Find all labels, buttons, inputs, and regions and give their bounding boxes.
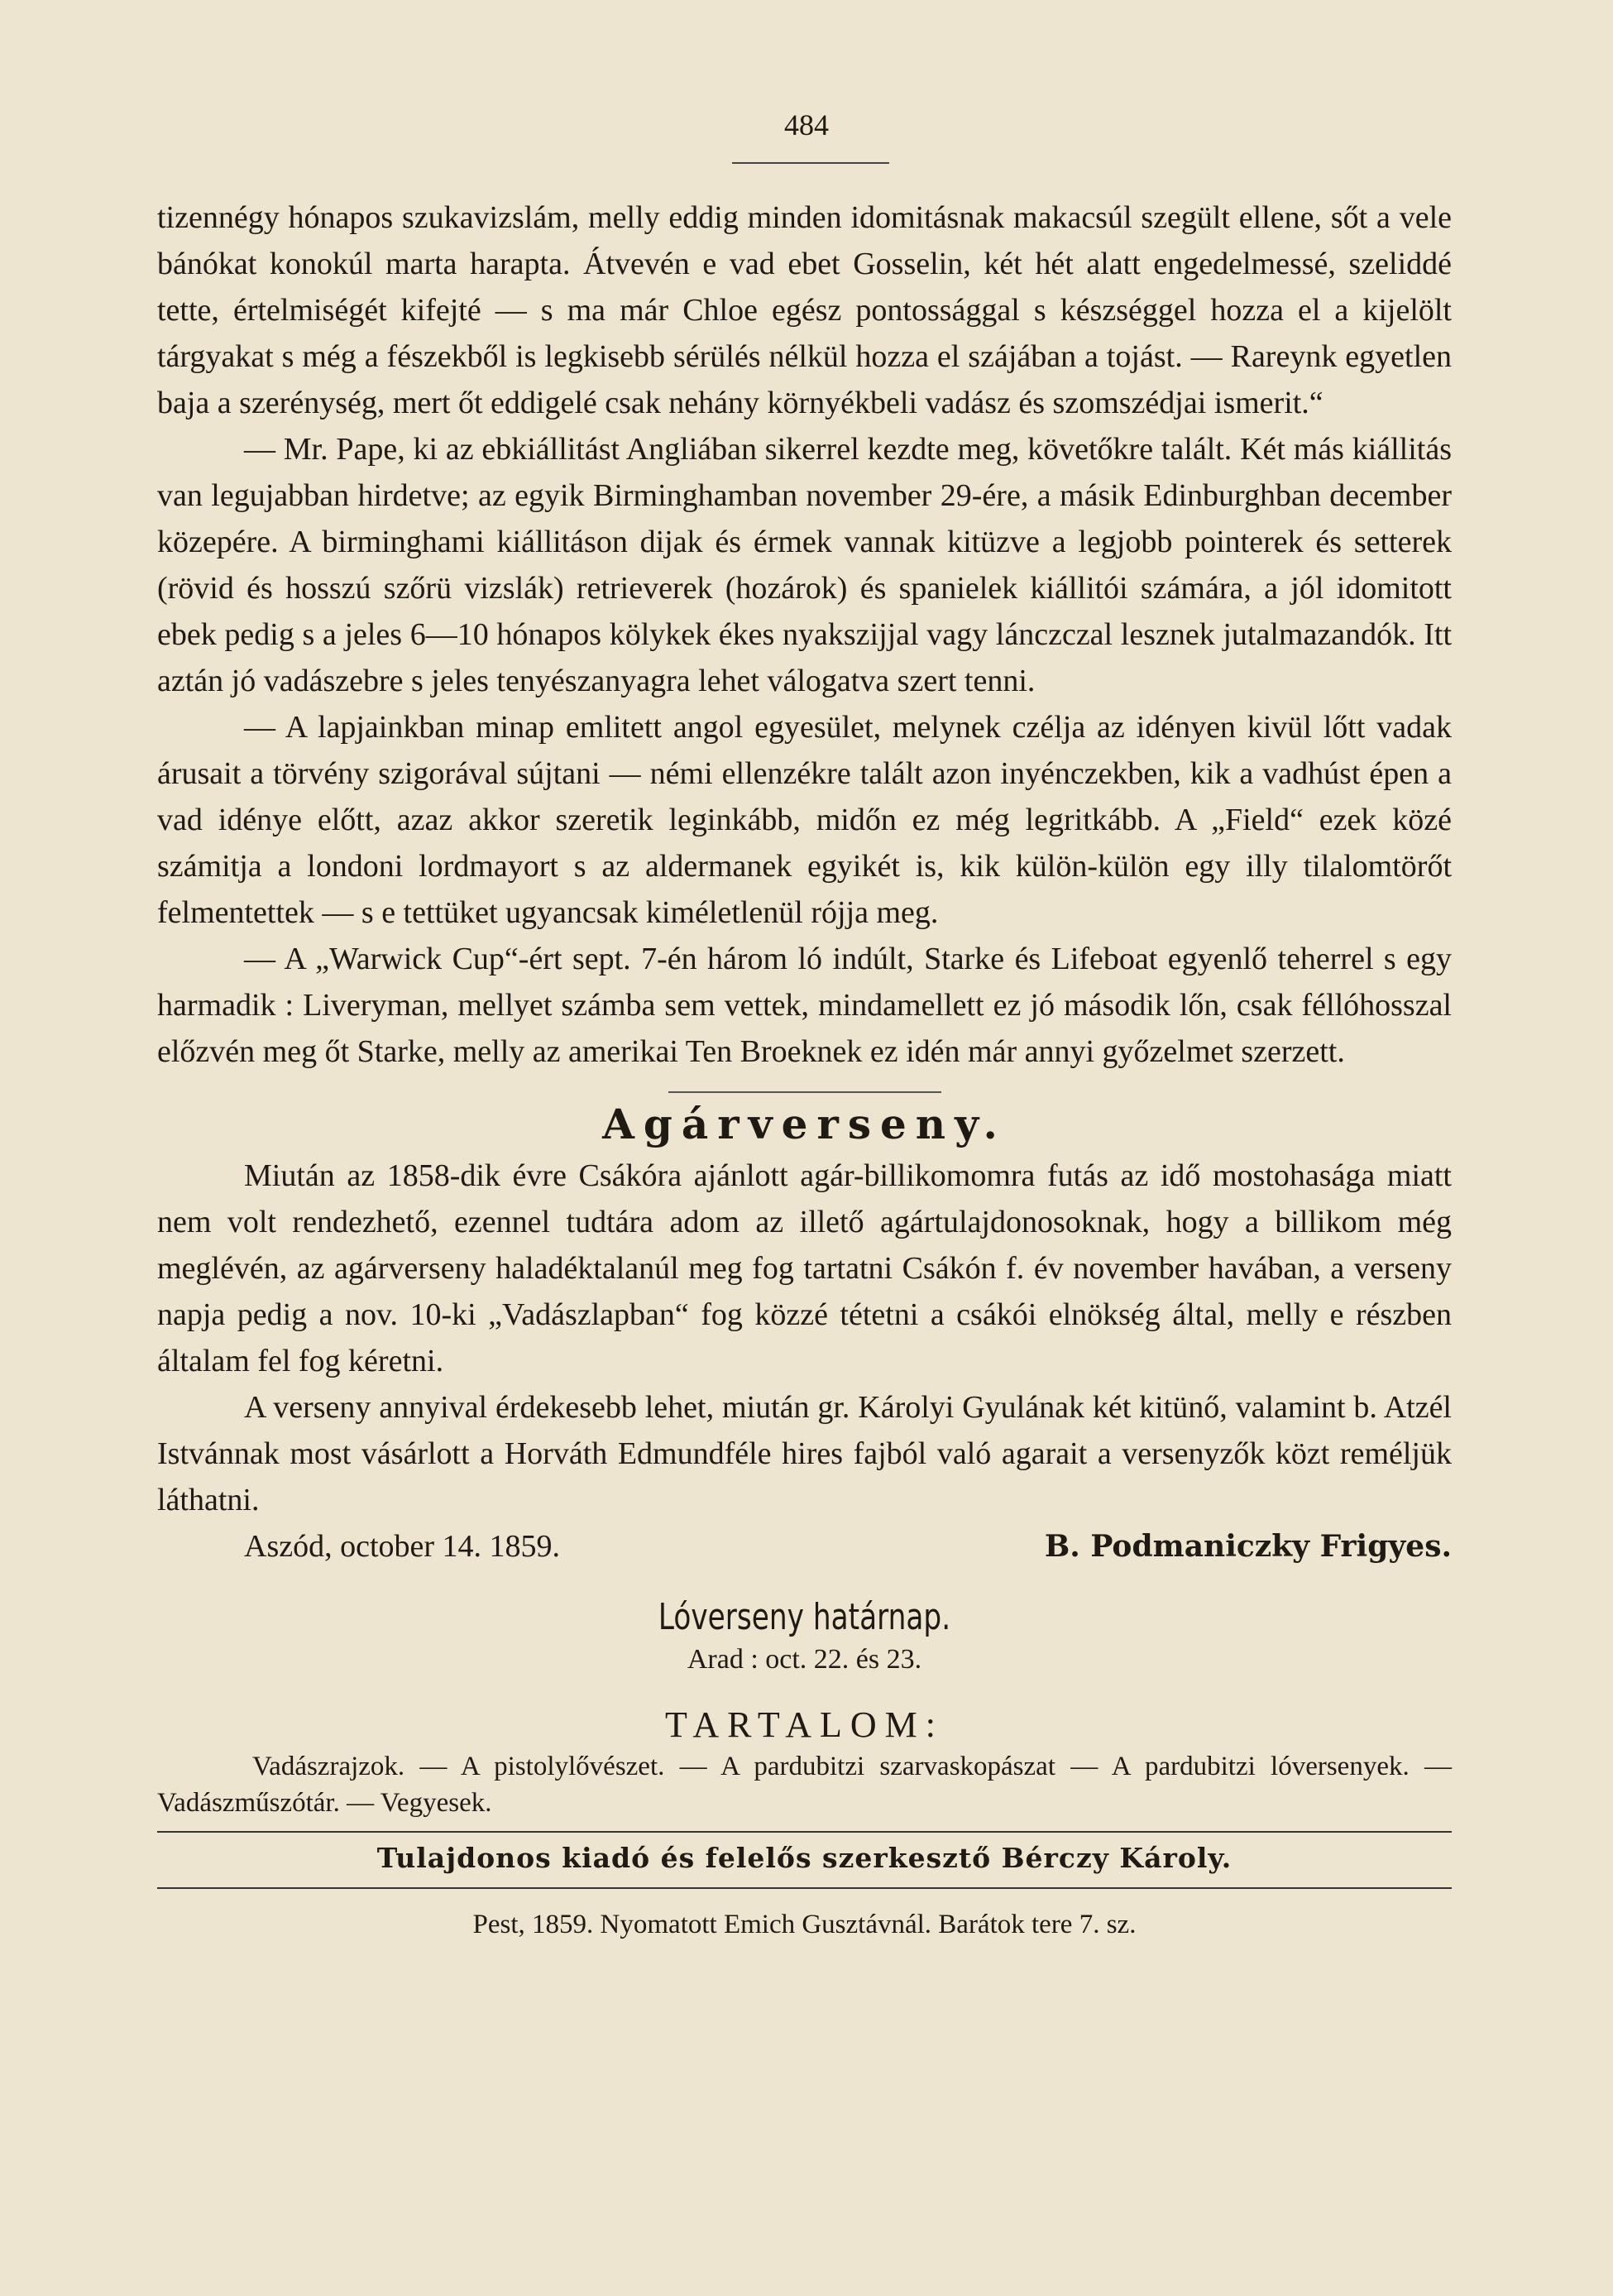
place-date: Aszód, october 14. 1859. — [244, 1529, 561, 1564]
section-title-tartalom: TARTALOM: — [665, 1704, 944, 1745]
paragraph-agar-2: A verseny annyival érdekesebb lehet, miután gr. Károlyi Gyulának két kitünő, valamint b. Atzél Istvánnak most vásárlott a Horváth Edmundféle hires fajból való agarait a versenyzők közt reméljük láthatni. — [157, 1390, 1452, 1517]
page-number-rule — [732, 162, 889, 164]
footer-rule-top — [157, 1831, 1452, 1833]
paragraph-warwick: — A „Warwick Cup“-ért sept. 7-én három ló indúlt, Starke és Lifeboat egyenlő teherrel s egy harmadik : Liveryman, mellyet számba sem vettek, mindamellett ez jó második lőn, csak féllóhosszal előzvén meg őt Starke, melly az amerikai Ten Broeknek ez idén már annyi győzelmet szerzett. — [157, 942, 1452, 1069]
signature-name: B. Podmaniczky Frigyes. — [1044, 1529, 1452, 1564]
page-number: 484 — [784, 108, 829, 141]
page-body — [157, 194, 1452, 1947]
section-divider — [668, 1091, 941, 1093]
tartalom-list — [157, 1748, 1452, 1821]
section-title-agarverseny: Agárverseny. — [602, 1100, 1007, 1148]
section-title-loverseny: Lóverseny határnap. — [658, 1596, 951, 1638]
paragraph-agar-1: Miután az 1858-dik évre Csákóra ajánlott agár-billikomomra futás az idő mostohasága miatt nem volt rendezhető, ezennel tudtára adom az illető agártulajdonosoknak, hogy a billikom még meglévén, az agárverseny haladéktalanúl meg fog tartatni Csákón f. év november havában, a verseny napja pedig a nov. 10-ki „Vadászlapban“ fog közzé tétetni a csákói elnökség által, melly e részben általam fel fog kéretni. — [157, 1158, 1452, 1378]
paragraph-egyesulet: — A lapjainkban minap emlitett angol egyesület, melynek czélja az idényen kivül lőtt vadak árusait a törvény szigorával sújtani — némi ellenzékre talált azon inyénczekben, kik a vadhúst épen a vad idénye előtt, azaz akkor szeretik leginkább, midőn ez még legritkább. A „Field“ ezek közé számitja a londoni lordmayort s az aldermanek egyikét is, kik külön-külön egy illy tilalomtörőt felmentettek — s e tettüket ugyancsak kiméletlenül rójja meg. — [157, 710, 1452, 930]
loverseny-detail: Arad : oct. 22. és 23. — [687, 1644, 922, 1675]
tartalom-text: Vadászrajzok. — A pistolylővészet. — A pardubitzi szarvaskopászat — A pardubitzi lóversenyek. — Vadászműszótár. — Vegyesek. — [157, 1752, 1452, 1818]
publisher-line: Tulajdonos kiadó és felelős szerkesztő Bérczy Károly. — [376, 1842, 1232, 1874]
footer-rule-bottom — [157, 1887, 1452, 1889]
signature-line — [157, 1523, 1452, 1570]
paragraph-pape: — Mr. Pape, ki az ebkiállitást Angliában sikerrel kezdte meg, követőkre talált. Két más kiállitás van legujabban hirdetve; az egyik Birminghamban november 29-ére, a másik Edinburghban december közepére. A birminghami kiállitáson dijak és érmek vannak kitüzve a legjobb pointerek és setterek (rövid és hosszú szőrü vizslák) retrieverek (hozárok) és spanielek kiállitói számára, a jól idomitott ebek pedig s a jeles 6—10 hónapos kölykek ékes nyakszijjal vagy lánczczal lesznek jutalmazandók. Itt aztán jó vadászebre s jeles tenyészanyagra lehet válogatva szert tenni. — [157, 432, 1452, 698]
printer-line: Pest, 1859. Nyomatott Emich Gusztávnál. Barátok tere 7. sz. — [472, 1910, 1137, 1939]
paragraph-vizsla: tizennégy hónapos szukavizslám, melly eddig minden idomitásnak makacsúl szegült ellene, sőt a vele bánókat konokúl marta harapta. Átvevén e vad ebet Gosselin, két hét alatt engedelmessé, szeliddé tette, értelmiségét kifejté — s ma már Chloe egész pontossággal s készséggel hozza el a kijelölt tárgyakat s még a fészekből is legkisebb sérülés nélkül hozza el szájában a tojást. — Rareynk egyetlen baja a szerénység, mert őt eddigelé csak nehány környékbeli vadász és szomszédjai ismerit.“ — [157, 200, 1452, 420]
